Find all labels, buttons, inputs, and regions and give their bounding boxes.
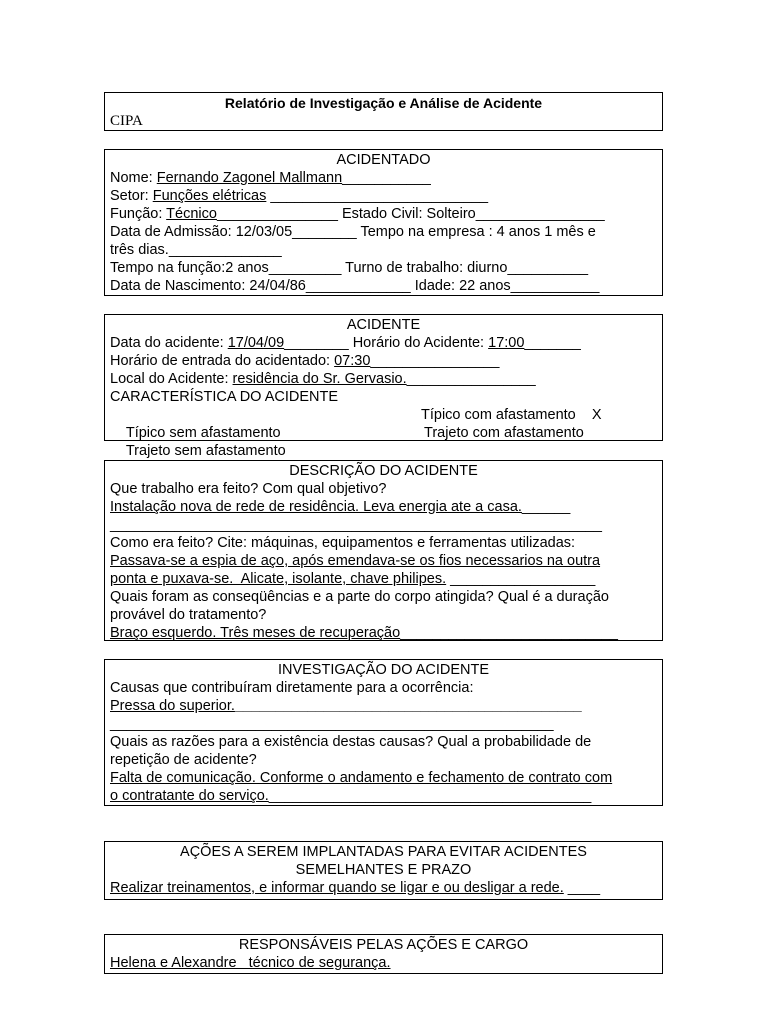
answer-como-cont: ponta e puxava-se. Alicate, isolante, chave philipes. __________________ <box>110 571 596 587</box>
section-acidentado <box>104 149 663 296</box>
section-acoes <box>104 841 663 900</box>
answer-causas: Pressa do superior.___________________________________________ <box>110 698 582 714</box>
field-nascimento: Data de Nascimento: 24/04/86_____________ Idade: 22 anos___________ <box>110 278 600 294</box>
question-razoes-cont: repetição de acidente? <box>110 752 257 768</box>
section-heading: INVESTIGAÇÃO DO ACIDENTE <box>277 662 490 678</box>
field-funcao: Função: Técnico_______________ Estado Civil: Solteiro________________ <box>110 206 605 222</box>
section-heading-cont: SEMELHANTES E PRAZO <box>295 862 472 878</box>
option-tipico-sem: Típico sem afastamento <box>125 425 281 441</box>
answer-consequencias: Braço esquerdo. Três meses de recuperação___________________________ <box>110 625 618 641</box>
field-tempo-funcao: Tempo na função:2 anos_________ Turno de trabalho: diurno__________ <box>110 260 589 276</box>
answer-como: Passava-se a espia de aço, após emendava-se os fios necessarios na outra <box>110 553 601 569</box>
caracteristica-heading: CARACTERÍSTICA DO ACIDENTE <box>110 389 339 405</box>
responsaveis-text: Helena e Alexandre técnico de segurança. <box>110 955 391 971</box>
section-investigacao <box>104 659 663 806</box>
section-acidente <box>104 314 663 459</box>
question-causas: Causas que contribuíram diretamente para a ocorrência: <box>110 680 474 696</box>
question-como: Como era feito? Cite: máquinas, equipamentos e ferramentas utilizadas: <box>110 535 576 551</box>
option-tipico-com: Típico com afastamento X <box>421 407 602 423</box>
section-heading: ACIDENTE <box>346 317 421 333</box>
question-consequencias-cont: provável do tratamento? <box>110 607 267 623</box>
answer-razoes: Falta de comunicação. Conforme o andamento e fechamento de contrato com <box>110 770 613 786</box>
report-subtitle: CIPA <box>110 113 143 129</box>
field-horario-entrada: Horário de entrada do acidentado: 07:30________________ <box>110 353 500 369</box>
field-setor: Setor: Funções elétricas ___________________________ <box>110 188 489 204</box>
caracteristica-row-trajeto <box>110 424 657 459</box>
answer-razoes-cont: o contratante do serviço.________________________________________ <box>110 788 592 804</box>
section-heading: RESPONSÁVEIS PELAS AÇÕES E CARGO <box>238 937 529 953</box>
field-admissao: Data de Admissão: 12/03/05________ Tempo na empresa : 4 anos 1 mês e <box>110 224 596 240</box>
answer-causas-blank: _______________________________________________________ <box>110 716 554 732</box>
section-responsaveis <box>104 934 663 974</box>
acoes-text: Realizar treinamentos, e informar quando se ligar e ou desligar a rede. ____ <box>110 880 601 896</box>
option-trajeto-sem: Trajeto sem afastamento <box>125 443 286 459</box>
option-trajeto-com: Trajeto com afastamento <box>424 425 584 441</box>
field-data-acidente: Data do acidente: 17/04/09________ Horário do Acidente: 17:00_______ <box>110 335 581 351</box>
section-heading: ACIDENTADO <box>336 152 431 168</box>
field-local: Local do Acidente: residência do Sr. Gervasio.________________ <box>110 371 536 387</box>
question-consequencias: Quais foram as conseqüências e a parte do corpo atingida? Qual é a duração <box>110 589 609 605</box>
answer-trabalho: Instalação nova de rede de residência. Leva energia ate a casa.______ <box>110 499 571 515</box>
report-title: Relatório de Investigação e Análise de Acidente <box>224 95 543 111</box>
section-heading: DESCRIÇÃO DO ACIDENTE <box>289 463 478 479</box>
field-admissao-cont: três dias.______________ <box>110 242 282 258</box>
field-nome: Nome: Fernando Zagonel Mallmann___________ <box>110 170 431 186</box>
section-heading: AÇÕES A SEREM IMPLANTADAS PARA EVITAR ACIDENTES <box>180 844 587 860</box>
answer-trabalho-blank: _____________________________________________________________ <box>110 517 602 533</box>
section-descricao <box>104 460 663 641</box>
question-trabalho: Que trabalho era feito? Com qual objetivo? <box>110 481 387 497</box>
report-header <box>104 92 663 131</box>
question-razoes: Quais as razões para a existência destas causas? Qual a probabilidade de <box>110 734 592 750</box>
